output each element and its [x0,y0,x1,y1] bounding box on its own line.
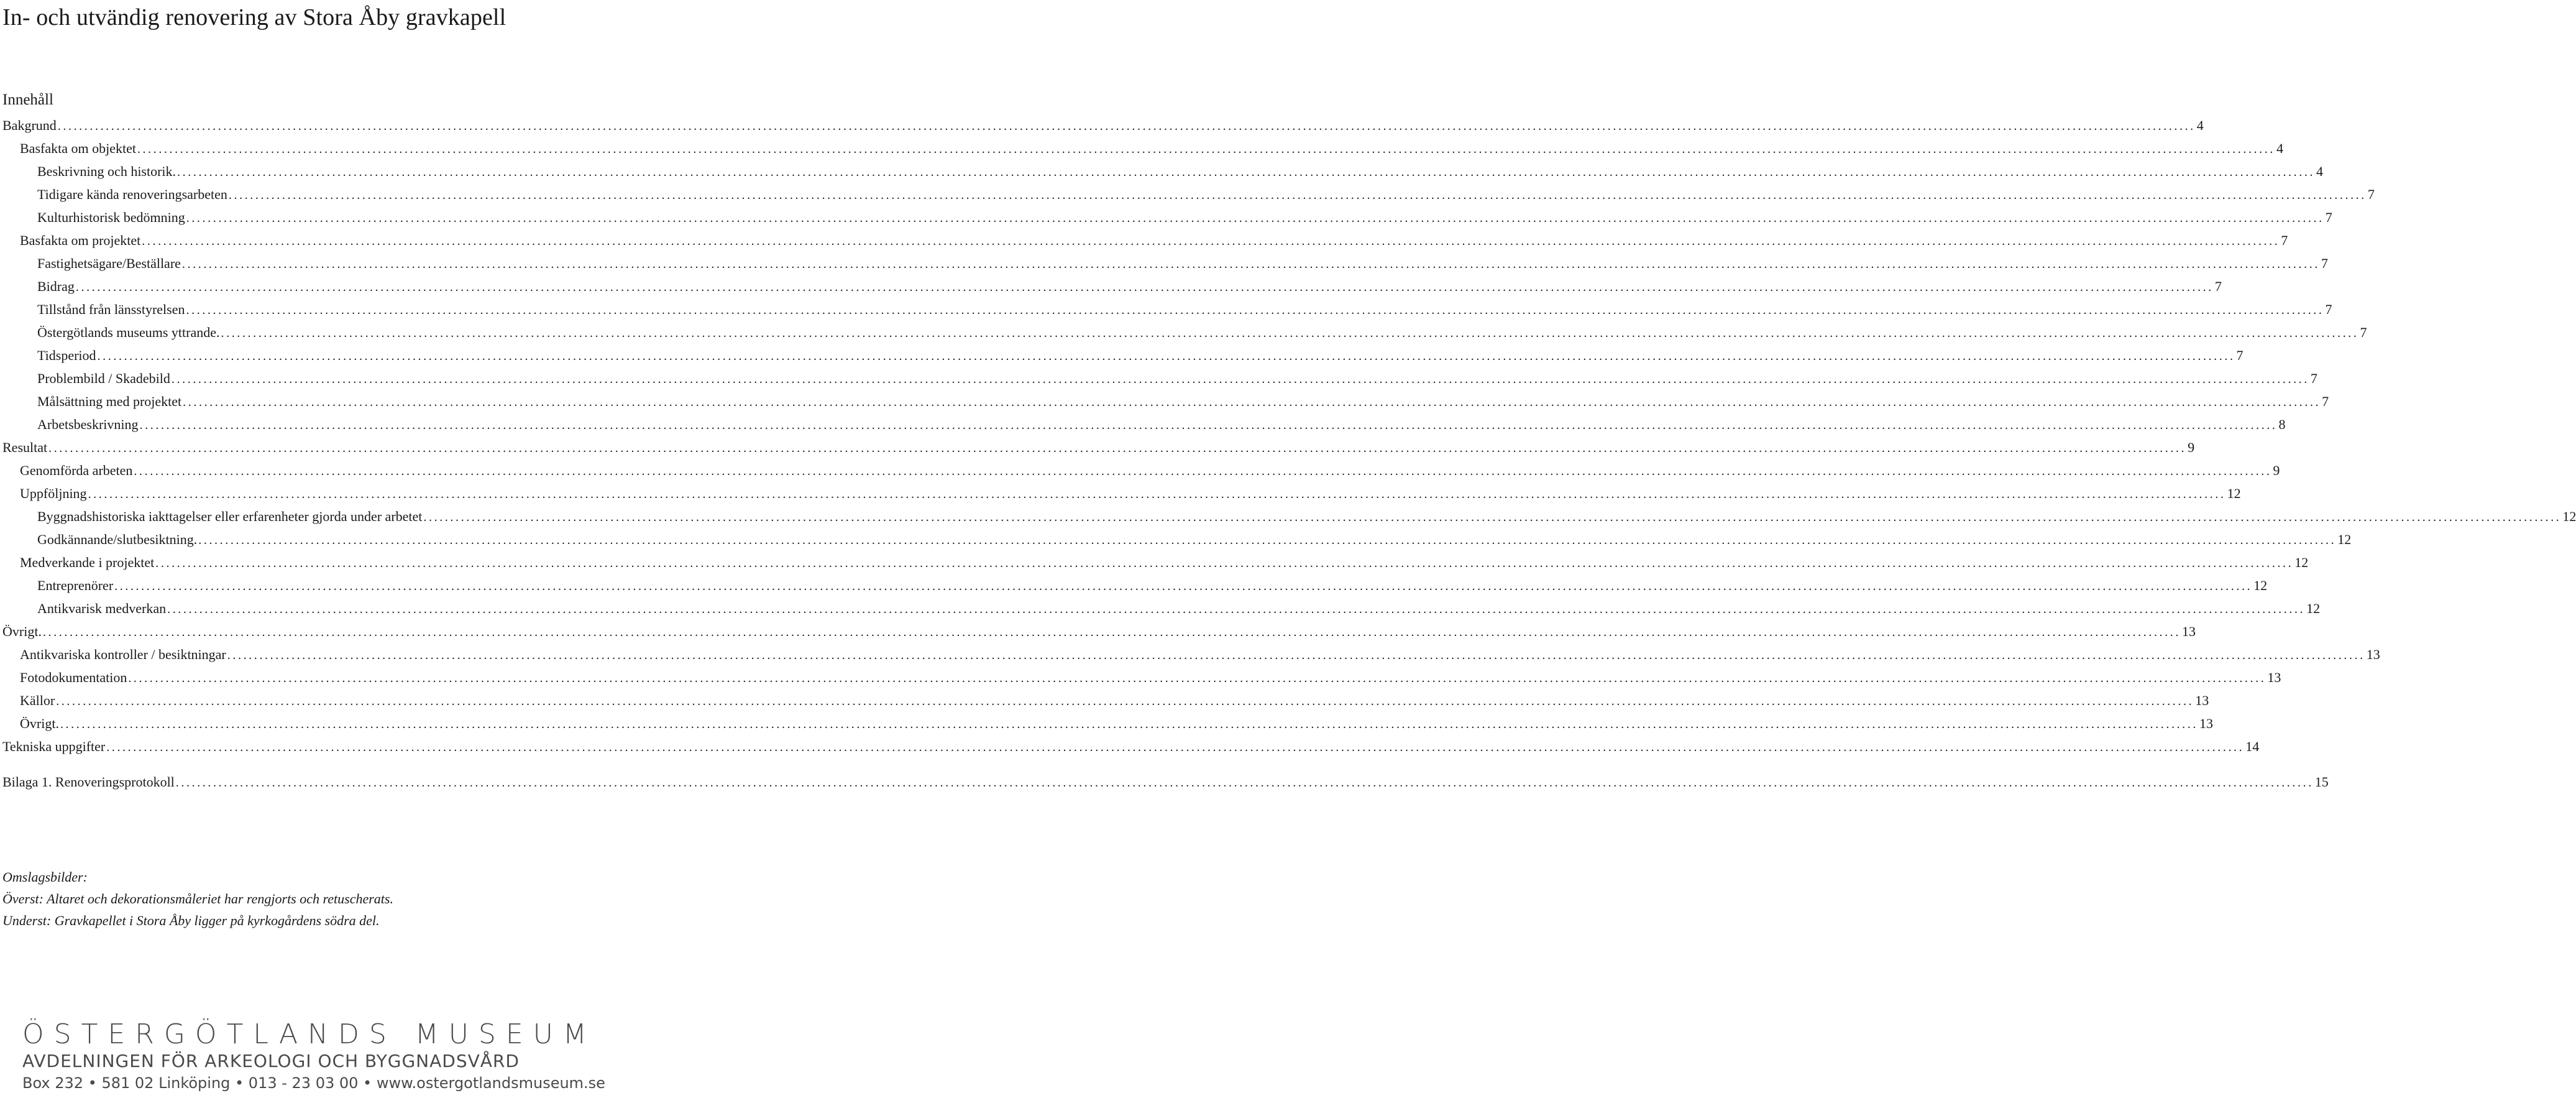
document-title: In- och utvändig renovering av Stora Åby gravkapell [2,4,506,30]
toc-entry-label: Basfakta om objektet [20,141,136,156]
toc-entry-page: 15 [2314,774,2329,790]
toc-dot-leader: ................................................................................................................................................................................................................................................................................................................................................................................................................ [128,671,2267,685]
toc-entry-page: 7 [2310,371,2317,386]
cover-captions [2,866,574,931]
toc-entry-label: Tekniska uppgifter [2,739,106,754]
toc-entry[interactable] [0,505,2576,528]
toc-entry[interactable] [0,367,2317,390]
toc-entry-label: Bakgrund [2,118,57,133]
toc-entry-page: 12 [2306,601,2321,616]
toc-entry-page: 4 [2196,118,2204,133]
toc-entry-page: 12 [2253,578,2268,593]
table-of-contents [0,114,2576,793]
toc-dot-leader: ................................................................................................................................................................................................................................................................................................................................................................................................................ [228,188,2367,202]
toc-dot-leader: ................................................................................................................................................................................................................................................................................................................................................................................................................ [171,372,2309,386]
toc-dot-leader: ................................................................................................................................................................................................................................................................................................................................................................................................................ [139,418,2278,432]
toc-entry-label: Entreprenörer [37,578,114,593]
toc-entry-page: 7 [2322,394,2329,409]
toc-entry[interactable] [0,298,2332,321]
toc-entry[interactable] [0,551,2309,574]
toc-dot-leader: ................................................................................................................................................................................................................................................................................................................................................................................................................ [57,119,2196,133]
toc-entry[interactable] [0,137,2283,160]
toc-entry-page: 7 [2214,279,2222,294]
toc-entry-page: 13 [2181,624,2196,639]
toc-entry-page: 14 [2245,739,2260,754]
toc-entry-page: 13 [2267,670,2281,685]
toc-entry-page: 12 [2337,532,2352,547]
toc-entry-label: Uppföljning [20,486,87,501]
toc-dot-leader: ................................................................................................................................................................................................................................................................................................................................................................................................................ [137,142,2275,156]
toc-dot-leader: ................................................................................................................................................................................................................................................................................................................................................................................................................ [227,648,2365,662]
museum-address: Box 232 • 581 02 Linköping • 013 - 23 03 00 • www.ostergotlandsmuseum.se [22,1074,605,1092]
toc-dot-leader: ................................................................................................................................................................................................................................................................................................................................................................................................................ [56,694,2194,708]
toc-entry-label: Östergötlands museums yttrande. [37,325,220,340]
toc-entry-label: Arbetsbeskrivning [37,417,139,432]
toc-dot-leader: ................................................................................................................................................................................................................................................................................................................................................................................................................ [177,165,2316,179]
toc-dot-leader: ................................................................................................................................................................................................................................................................................................................................................................................................................ [167,602,2306,616]
toc-dot-leader: ................................................................................................................................................................................................................................................................................................................................................................................................................ [221,326,2359,340]
toc-entry[interactable] [0,229,2288,252]
toc-dot-leader: ................................................................................................................................................................................................................................................................................................................................................................................................................ [155,556,2294,570]
toc-dot-leader: ................................................................................................................................................................................................................................................................................................................................................................................................................ [175,776,2314,790]
toc-dot-leader: ................................................................................................................................................................................................................................................................................................................................................................................................................ [106,740,2245,754]
toc-entry-label: Basfakta om projektet [20,233,141,248]
toc-entry-page: 7 [2325,302,2332,317]
toc-entry-label: Antikvarisk medverkan [37,601,167,616]
toc-entry[interactable] [0,321,2367,344]
toc-entry-page: 12 [2294,555,2309,570]
toc-entry[interactable] [0,666,2281,689]
toc-entry[interactable] [0,275,2222,298]
toc-entry[interactable] [0,114,2204,137]
toc-entry[interactable] [0,735,2260,758]
toc-entry-label: Byggnadshistoriska iakttagelser eller erfarenheter gjorda under arbetet [37,509,423,524]
museum-department: AVDELNINGEN FÖR ARKEOLOGI OCH BYGGNADSVÅRD [22,1051,520,1071]
toc-entry-label: Fastighetsägare/Beställare [37,256,181,271]
toc-entry[interactable] [0,436,2195,459]
toc-entry-label: Tidsperiod [37,348,96,363]
caption-heading: Omslagsbilder: [2,869,88,885]
toc-entry-label: Tillstånd från länsstyrelsen [37,302,185,317]
toc-entry-page: 9 [2273,463,2280,478]
toc-entry-label: Kulturhistorisk bedömning [37,210,185,225]
toc-entry[interactable] [0,160,2324,183]
toc-entry[interactable] [0,528,2352,551]
toc-entry[interactable] [0,252,2328,275]
toc-entry-page: 4 [2276,141,2283,156]
toc-entry-label: Källor [20,693,55,708]
museum-name: ÖSTERGÖTLANDS MUSEUM [22,1018,597,1050]
toc-entry-page: 7 [2367,187,2375,202]
toc-entry[interactable] [0,620,2196,643]
toc-entry[interactable] [0,689,2209,712]
toc-heading: Innehåll [2,91,53,108]
toc-entry[interactable] [0,183,2375,206]
toc-dot-leader: ................................................................................................................................................................................................................................................................................................................................................................................................................ [114,579,2253,593]
toc-entry-label: Genomförda arbeten [20,463,133,478]
toc-entry[interactable] [0,344,2244,367]
toc-entry-label: Fotodokumentation [20,670,127,685]
toc-entry-label: Tidigare kända renoveringsarbeten [37,187,227,202]
toc-dot-leader: ................................................................................................................................................................................................................................................................................................................................................................................................................ [97,349,2235,363]
toc-entry[interactable] [0,390,2329,413]
toc-dot-leader: ................................................................................................................................................................................................................................................................................................................................................................................................................ [186,303,2324,317]
toc-dot-leader: ................................................................................................................................................................................................................................................................................................................................................................................................................ [134,464,2272,478]
toc-entry[interactable] [0,574,2268,597]
toc-entry-page: 7 [2281,233,2288,248]
toc-entry[interactable] [0,459,2280,482]
toc-entry-page: 7 [2236,348,2244,363]
toc-dot-leader: ................................................................................................................................................................................................................................................................................................................................................................................................................ [88,487,2226,501]
toc-dot-leader: ................................................................................................................................................................................................................................................................................................................................................................................................................ [142,234,2280,248]
toc-entry-page: 7 [2321,256,2328,271]
toc-dot-leader: ................................................................................................................................................................................................................................................................................................................................................................................................................ [75,280,2214,294]
toc-entry-label: Beskrivning och historik. [37,164,176,179]
toc-entry[interactable] [0,206,2332,229]
caption-top: Överst: Altaret och dekorationsmåleriet har rengjorts och retuscherats. [2,891,393,907]
toc-dot-leader: ................................................................................................................................................................................................................................................................................................................................................................................................................ [423,510,2562,524]
toc-entry-page: 7 [2360,325,2367,340]
toc-entry-label: Antikvariska kontroller / besiktningar [20,647,226,662]
toc-entry[interactable] [0,597,2321,620]
toc-entry[interactable] [0,712,2213,735]
toc-entry-page: 7 [2325,210,2332,225]
toc-entry-label: Övrigt. [2,624,42,639]
toc-entry[interactable] [0,643,2380,666]
toc-entry-label: Problembild / Skadebild [37,371,170,386]
toc-entry-label: Godkännande/slutbesiktning. [37,532,198,547]
toc-dot-leader: ................................................................................................................................................................................................................................................................................................................................................................................................................ [181,257,2320,271]
toc-entry-label: Bilaga 1. Renoveringsprotokoll [2,774,175,790]
toc-entry[interactable] [0,413,2286,436]
toc-dot-leader: ................................................................................................................................................................................................................................................................................................................................................................................................................ [48,441,2187,455]
toc-entry-label: Övrigt. [20,716,59,731]
toc-entry-page: 9 [2188,440,2195,455]
toc-entry-page: 12 [2562,509,2576,524]
toc-entry-page: 13 [2366,647,2380,662]
toc-dot-leader: ................................................................................................................................................................................................................................................................................................................................................................................................................ [60,717,2198,731]
toc-entry-page: 12 [2227,486,2241,501]
toc-entry-label: Bidrag [37,279,75,294]
toc-dot-leader: ................................................................................................................................................................................................................................................................................................................................................................................................................ [42,625,2181,639]
toc-entry-page: 13 [2195,693,2209,708]
toc-dot-leader: ................................................................................................................................................................................................................................................................................................................................................................................................................ [198,533,2337,547]
toc-entry-page: 8 [2278,417,2286,432]
toc-dot-leader: ................................................................................................................................................................................................................................................................................................................................................................................................................ [186,211,2324,225]
museum-footer [22,1018,605,1092]
toc-entry-label: Medverkande i projektet [20,555,155,570]
toc-entry[interactable] [0,482,2241,505]
toc-entry[interactable] [0,770,2329,793]
caption-bottom: Underst: Gravkapellet i Stora Åby ligger på kyrkogårdens södra del. [2,913,380,928]
toc-dot-leader: ................................................................................................................................................................................................................................................................................................................................................................................................................ [183,395,2321,409]
toc-entry-page: 13 [2199,716,2213,731]
toc-entry-page: 4 [2316,164,2324,179]
toc-entry-label: Resultat [2,440,48,455]
toc-entry-label: Målsättning med projektet [37,394,182,409]
